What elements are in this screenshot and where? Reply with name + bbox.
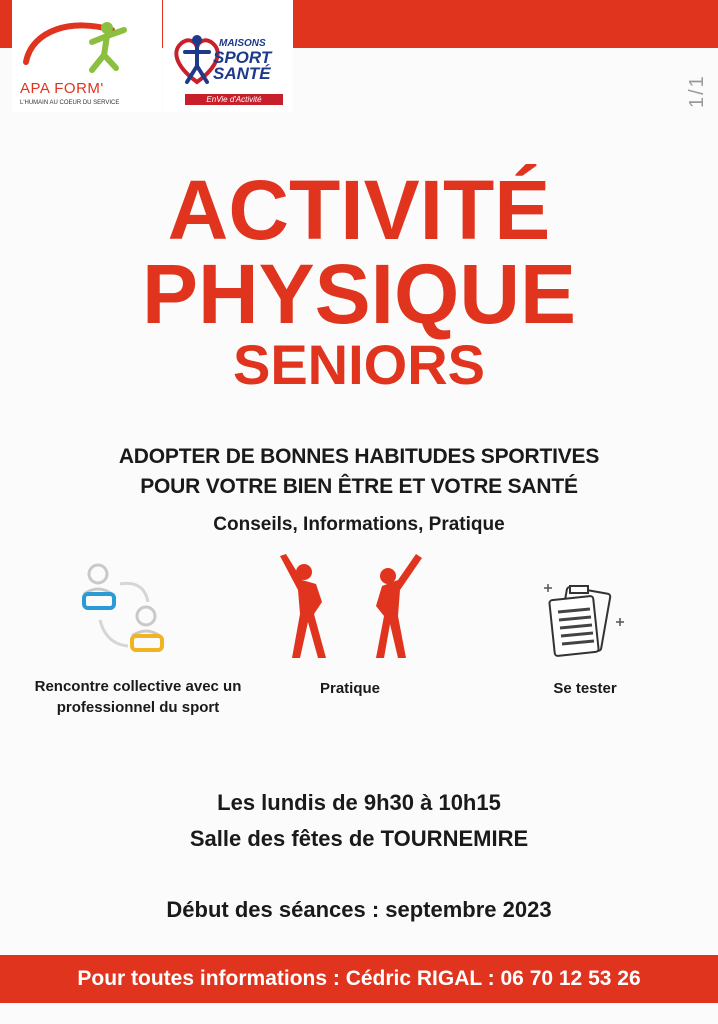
- mss-band: EnVie d'Activité: [185, 94, 283, 105]
- clipboard-documents-icon: [540, 582, 630, 662]
- people-meeting-icon: [76, 562, 172, 662]
- subtitle-line-2: POUR VOTRE BIEN ÊTRE ET VOTRE SANTÉ: [140, 475, 578, 498]
- apa-swoosh-icon: [12, 0, 162, 80]
- title-line-2: PHYSIQUE: [141, 247, 577, 341]
- tagline: Conseils, Informations, Pratique: [213, 514, 505, 535]
- title-line-3: SENIORS: [232, 333, 486, 396]
- title-line-1: ACTIVITÉ: [167, 163, 551, 257]
- feature-label-rencontre: Rencontre collective avec un professionnel du sport: [34, 678, 242, 716]
- schedule-place: Salle des fêtes de TOURNEMIRE: [189, 826, 529, 851]
- subtitle-line-1: ADOPTER DE BONNES HABITUDES SPORTIVES: [118, 445, 600, 468]
- maisons-sport-sante-logo: [163, 0, 293, 112]
- apa-form-logo: [12, 0, 162, 112]
- feature-label-se-tester: Se tester: [553, 680, 617, 697]
- feature-label-pratique: Pratique: [319, 680, 380, 697]
- apa-brand-name: APA FORM': [20, 80, 104, 97]
- contact-footer: Pour toutes informations : Cédric RIGAL : 06 70 12 53 26: [0, 955, 718, 1003]
- mss-line-2: SPORT SANTÉ: [213, 48, 272, 83]
- stretching-figures-icon: [276, 550, 426, 660]
- mss-line-1: MAISONS: [219, 38, 266, 49]
- schedule-start: Début des séances : septembre 2023: [166, 897, 552, 922]
- page-number: 1/1: [686, 74, 708, 108]
- apa-brand-tagline: L'HUMAIN AU COEUR DU SERVICE: [20, 100, 120, 106]
- schedule-days: Les lundis de 9h30 à 10h15: [217, 790, 501, 815]
